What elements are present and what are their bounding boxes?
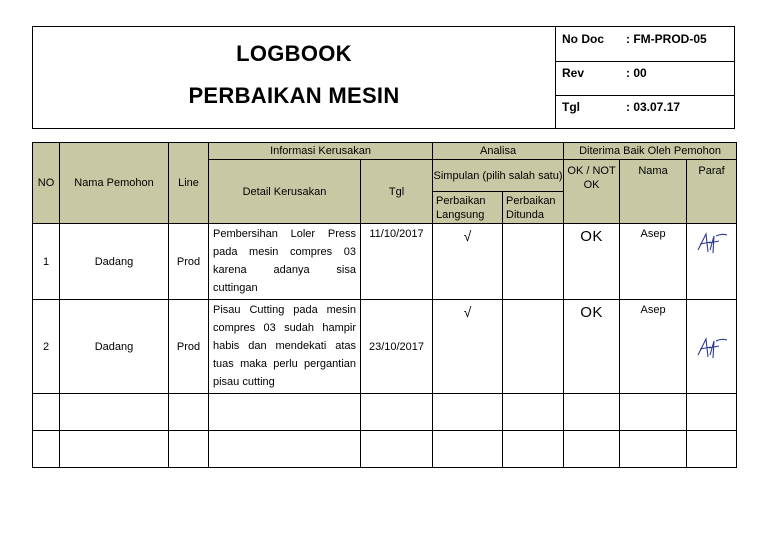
meta-value: : 03.07.17 <box>626 100 681 114</box>
cell-perbaikan-langsung-check: √ <box>433 300 503 394</box>
cell-line: Prod <box>169 224 209 300</box>
col-header-simpulan: Simpulan (pilih salah satu) <box>433 160 564 192</box>
document-header <box>32 26 735 129</box>
table-row <box>33 300 737 394</box>
page-subtitle: PERBAIKAN MESIN <box>188 83 400 108</box>
meta-row-tgl <box>556 95 734 128</box>
col-header-nama: Nama <box>620 160 687 224</box>
col-header-ok-not-ok: OK / NOT OK <box>564 160 620 224</box>
cell-no: 1 <box>33 224 60 300</box>
col-header-no: NO <box>33 143 60 224</box>
cell-empty <box>564 394 620 431</box>
cell-ok-status: OK <box>564 224 620 300</box>
cell-empty <box>564 431 620 468</box>
meta-label: Rev <box>562 66 585 80</box>
cell-empty <box>169 431 209 468</box>
meta-row-no-doc <box>556 27 734 62</box>
cell-perbaikan-langsung-check: √ <box>433 224 503 300</box>
cell-empty <box>169 394 209 431</box>
cell-empty <box>209 431 361 468</box>
cell-empty <box>33 394 60 431</box>
table-row <box>33 224 737 300</box>
cell-nama-pemohon: Dadang <box>60 224 169 300</box>
cell-paraf <box>687 224 737 300</box>
cell-empty <box>620 431 687 468</box>
col-header-analisa: Analisa <box>433 143 564 160</box>
cell-empty <box>361 394 433 431</box>
col-header-paraf: Paraf <box>687 160 737 224</box>
cell-detail-kerusakan: Pisau Cutting pada mesin compres 03 sudah hampir habis dan mendekati atas tuas maka perlu pergantian pisau cutting <box>209 300 361 394</box>
cell-empty <box>60 394 169 431</box>
meta-value: : FM-PROD-05 <box>626 32 707 46</box>
col-header-diterima: Diterima Baik Oleh Pemohon <box>564 143 737 160</box>
cell-line: Prod <box>169 300 209 394</box>
page-title: LOGBOOK <box>236 41 352 66</box>
cell-empty <box>60 431 169 468</box>
meta-label: No Doc <box>562 32 604 46</box>
meta-value: : 00 <box>626 66 647 80</box>
cell-detail-kerusakan: Pembersihan Loler Press pada mesin compres 03 karena adanya sisa cuttingan <box>209 224 361 300</box>
meta-row-rev <box>556 61 734 96</box>
cell-empty <box>361 431 433 468</box>
cell-empty <box>503 394 564 431</box>
cell-empty <box>433 431 503 468</box>
col-header-line: Line <box>169 143 209 224</box>
cell-empty <box>503 431 564 468</box>
table-row-empty <box>33 431 737 468</box>
cell-no: 2 <box>33 300 60 394</box>
cell-empty <box>687 394 737 431</box>
table-row-empty <box>33 394 737 431</box>
cell-nama: Asep <box>620 224 687 300</box>
col-header-detail-kerusakan: Detail Kerusakan <box>209 160 361 224</box>
cell-paraf <box>687 300 737 394</box>
cell-empty <box>620 394 687 431</box>
cell-ok-status: OK <box>564 300 620 394</box>
cell-perbaikan-ditunda <box>503 224 564 300</box>
signature-icon <box>694 228 730 256</box>
cell-nama-pemohon: Dadang <box>60 300 169 394</box>
cell-empty <box>687 431 737 468</box>
meta-label: Tgl <box>562 100 580 114</box>
col-header-informasi-kerusakan: Informasi Kerusakan <box>209 143 433 160</box>
cell-perbaikan-ditunda <box>503 300 564 394</box>
cell-tgl: 11/10/2017 <box>361 224 433 300</box>
col-header-nama-pemohon: Nama Pemohon <box>60 143 169 224</box>
logbook-table <box>32 142 737 468</box>
header-row-1 <box>33 143 737 160</box>
cell-tgl: 23/10/2017 <box>361 300 433 394</box>
cell-empty <box>209 394 361 431</box>
cell-empty <box>433 394 503 431</box>
title-area <box>33 27 556 128</box>
col-header-perbaikan-langsung: Perbaikan Langsung <box>433 192 503 224</box>
signature-icon <box>694 333 730 361</box>
col-header-perbaikan-ditunda: Perbaikan Ditunda <box>503 192 564 224</box>
cell-nama: Asep <box>620 300 687 394</box>
col-header-tgl: Tgl <box>361 160 433 224</box>
document-meta <box>556 27 734 128</box>
cell-empty <box>33 431 60 468</box>
